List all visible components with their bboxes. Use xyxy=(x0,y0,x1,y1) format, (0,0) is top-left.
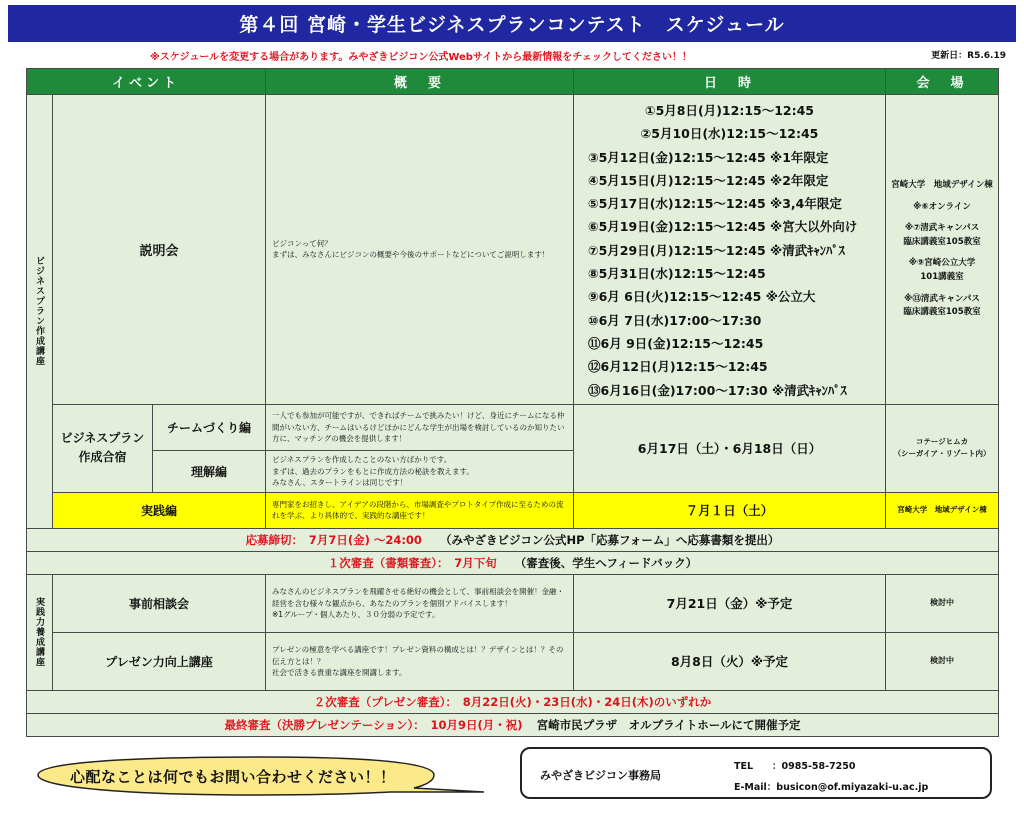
deadline-cell xyxy=(27,528,999,551)
screening2-cell xyxy=(27,690,999,713)
table-row-consult xyxy=(27,574,999,632)
screening2-label: ２次審査（プレゼン審査）： 8月22日(火)・23日(水)・24日(木)のいずれか xyxy=(313,694,712,709)
section2-label: 実践力養成講座 xyxy=(34,597,44,668)
screening1-rest: （審査後、学生へフィードバック） xyxy=(514,555,698,570)
page-title: 第４回 宮崎・学生ビジネスプランコンテスト スケジュール xyxy=(8,5,1016,42)
briefing-venue-5: ※⑬清武キャンパス 臨床講義室105教室 xyxy=(903,293,981,318)
table-row-practice xyxy=(27,492,999,528)
section1-cell xyxy=(27,95,53,529)
camp-team-name: チームづくり編 xyxy=(153,404,266,450)
briefing-date-9: ⑨6月 6日(火)12:15～12:45 ※公立大 xyxy=(588,289,816,305)
briefing-venue-1: 宮崎大学 地域デザイン棟 xyxy=(891,180,993,191)
camp-understand-name: 理解編 xyxy=(153,450,266,492)
contact-tel: TEL ：0985-58-7250 xyxy=(734,761,856,772)
briefing-date-6: ⑥5月19日(金)12:15～12:45 ※宮大以外向け xyxy=(588,219,858,235)
table-row-camp-team xyxy=(27,404,999,450)
bubble-text: 心配なことは何でもお問い合わせください！！ xyxy=(70,768,396,786)
section1-label: ビジネスプラン作成講座 xyxy=(34,256,44,367)
schedule-notice: ※スケジュールを変更する場合があります。みやざきビジコン公式Webサイトから最新情報をチェックしてください！！ xyxy=(150,52,692,63)
contact-box xyxy=(520,747,992,799)
briefing-date-13: ⑬6月16日(金)17:00～17:30 ※清武ｷｬﾝﾊﾟｽ xyxy=(588,382,847,398)
section2-cell xyxy=(27,574,53,690)
briefing-desc: ビジコンって何？ まずは、みなさんにビジコンの概要や今後のサポートなどについてご説明します！ xyxy=(266,95,574,405)
deadline-label: 応募締切： 7月7日(金) ～24:00 xyxy=(245,532,422,547)
final-label: 最終審査（決勝プレゼンテーション）： 10月9日(月・祝) xyxy=(224,717,523,732)
consult-desc: みなさんのビジネスプランを飛躍させる絶好の機会として、事前相談会を開催！金融・経営を含む様々な観点から、あなたのプランを個別アドバイスします！ ※1グループ・個人あたり、３０分弱の予定です。 xyxy=(266,574,574,632)
table-row-presen xyxy=(27,632,999,690)
presen-venue: 検討中 xyxy=(886,632,999,690)
briefing-date-11: ⑪6月 9日(金)12:15～12:45 xyxy=(588,335,764,351)
camp-name: ビジネスプラン 作成合宿 xyxy=(53,404,153,492)
consult-name: 事前相談会 xyxy=(53,574,266,632)
table-header-row xyxy=(27,69,999,95)
schedule-table xyxy=(26,68,999,737)
final-row xyxy=(27,713,999,736)
briefing-date-3: ③5月12日(金)12:15～12:45 ※1年限定 xyxy=(588,149,829,165)
practice-name: 実践編 xyxy=(53,492,266,528)
contact-mail[interactable]: E-Mail：busicon@of.miyazaki-u.ac.jp xyxy=(734,782,929,793)
practice-desc: 専門家をお招きし、アイデアの段階から、市場調査やプロトタイプ作成に至るための流れを学ぶ、より具体的で、実践的な講座です！ xyxy=(266,492,574,528)
table-row-briefing xyxy=(27,95,999,405)
presen-name: プレゼン力向上講座 xyxy=(53,632,266,690)
header-venue: 会 場 xyxy=(886,69,999,95)
briefing-date-12: ⑫6月12日(月)12:15～12:45 xyxy=(588,359,768,375)
contact-office: みやざきビジコン事務局 xyxy=(540,769,661,782)
briefing-venue-3: ※⑦清武キャンパス 臨床講義室105教室 xyxy=(903,223,981,247)
briefing-dates xyxy=(574,95,886,405)
consult-date: 7月21日（金）※予定 xyxy=(574,574,886,632)
briefing-date-10: ⑩6月 7日(水)17:00～17:30 xyxy=(588,312,762,328)
camp-date: 6月17日（土）・6月18日（日） xyxy=(574,404,886,492)
briefing-date-2: ②5月10日(水)12:15～12:45 xyxy=(640,126,819,142)
final-rest: 宮崎市民プラザ オルブライトホールにて開催予定 xyxy=(536,717,801,732)
presen-date: 8月8日（火）※予定 xyxy=(574,632,886,690)
briefing-date-7: ⑦5月29日(月)12:15～12:45 ※清武ｷｬﾝﾊﾟｽ xyxy=(588,242,845,258)
briefing-date-8: ⑧5月31日(水)12:15～12:45 xyxy=(588,266,766,282)
briefing-venue-4: ※⑨宮崎公立大学 101講義室 xyxy=(908,258,976,283)
final-cell xyxy=(27,713,999,736)
practice-date: ７月１日（土） xyxy=(574,492,886,528)
camp-venue: コテージヒムカ （シーガイア・リゾート内） xyxy=(886,404,999,492)
briefing-name: 説明会 xyxy=(53,95,266,405)
briefing-venue-2: ※⑥オンライン xyxy=(913,201,971,212)
deadline-rest: （みやざきビジコン公式HP「応募フォーム」へ応募書類を提出） xyxy=(439,532,780,547)
presen-desc: プレゼンの極意を学べる講座です！プレゼン資料の構成とは！？デザインとは！？その伝え方とは！？ 社会で活きる貴重な講座を開講します。 xyxy=(266,632,574,690)
updated-date: 更新日：R5.6.19 xyxy=(931,51,1006,61)
practice-venue: 宮崎大学 地域デザイン棟 xyxy=(886,492,999,528)
header-event: イベント xyxy=(27,69,266,95)
deadline-row xyxy=(27,528,999,551)
camp-team-desc: 一人でも参加が可能ですが、できればチームで挑みたい！けど、身近にチームになる仲間がいない方、チームはいるけどほかにどんな学生が出場を検討しているのか知りたい方に、マッチングの機会を提供します！ xyxy=(266,404,574,450)
consult-venue: 検討中 xyxy=(886,574,999,632)
header-summary: 概 要 xyxy=(266,69,574,95)
header-datetime: 日 時 xyxy=(574,69,886,95)
camp-understand-desc: ビジネスプランを作成したことのない方ばかりです。 まずは、過去のプランをもとに作成方法の秘訣を教えます。 みなさん、スタートラインは同じです！ xyxy=(266,450,574,492)
screening1-label: １次審査（書類審査）： 7月下旬 xyxy=(327,555,497,570)
briefing-venues xyxy=(886,95,999,405)
briefing-date-1: ①5月8日(月)12:15～12:45 xyxy=(645,103,814,118)
screening2-row xyxy=(27,690,999,713)
briefing-date-5: ⑤5月17日(水)12:15～12:45 ※3,4年限定 xyxy=(588,196,842,212)
screening1-cell xyxy=(27,551,999,574)
screening1-row xyxy=(27,551,999,574)
briefing-date-4: ④5月15日(月)12:15～12:45 ※2年限定 xyxy=(588,172,829,188)
